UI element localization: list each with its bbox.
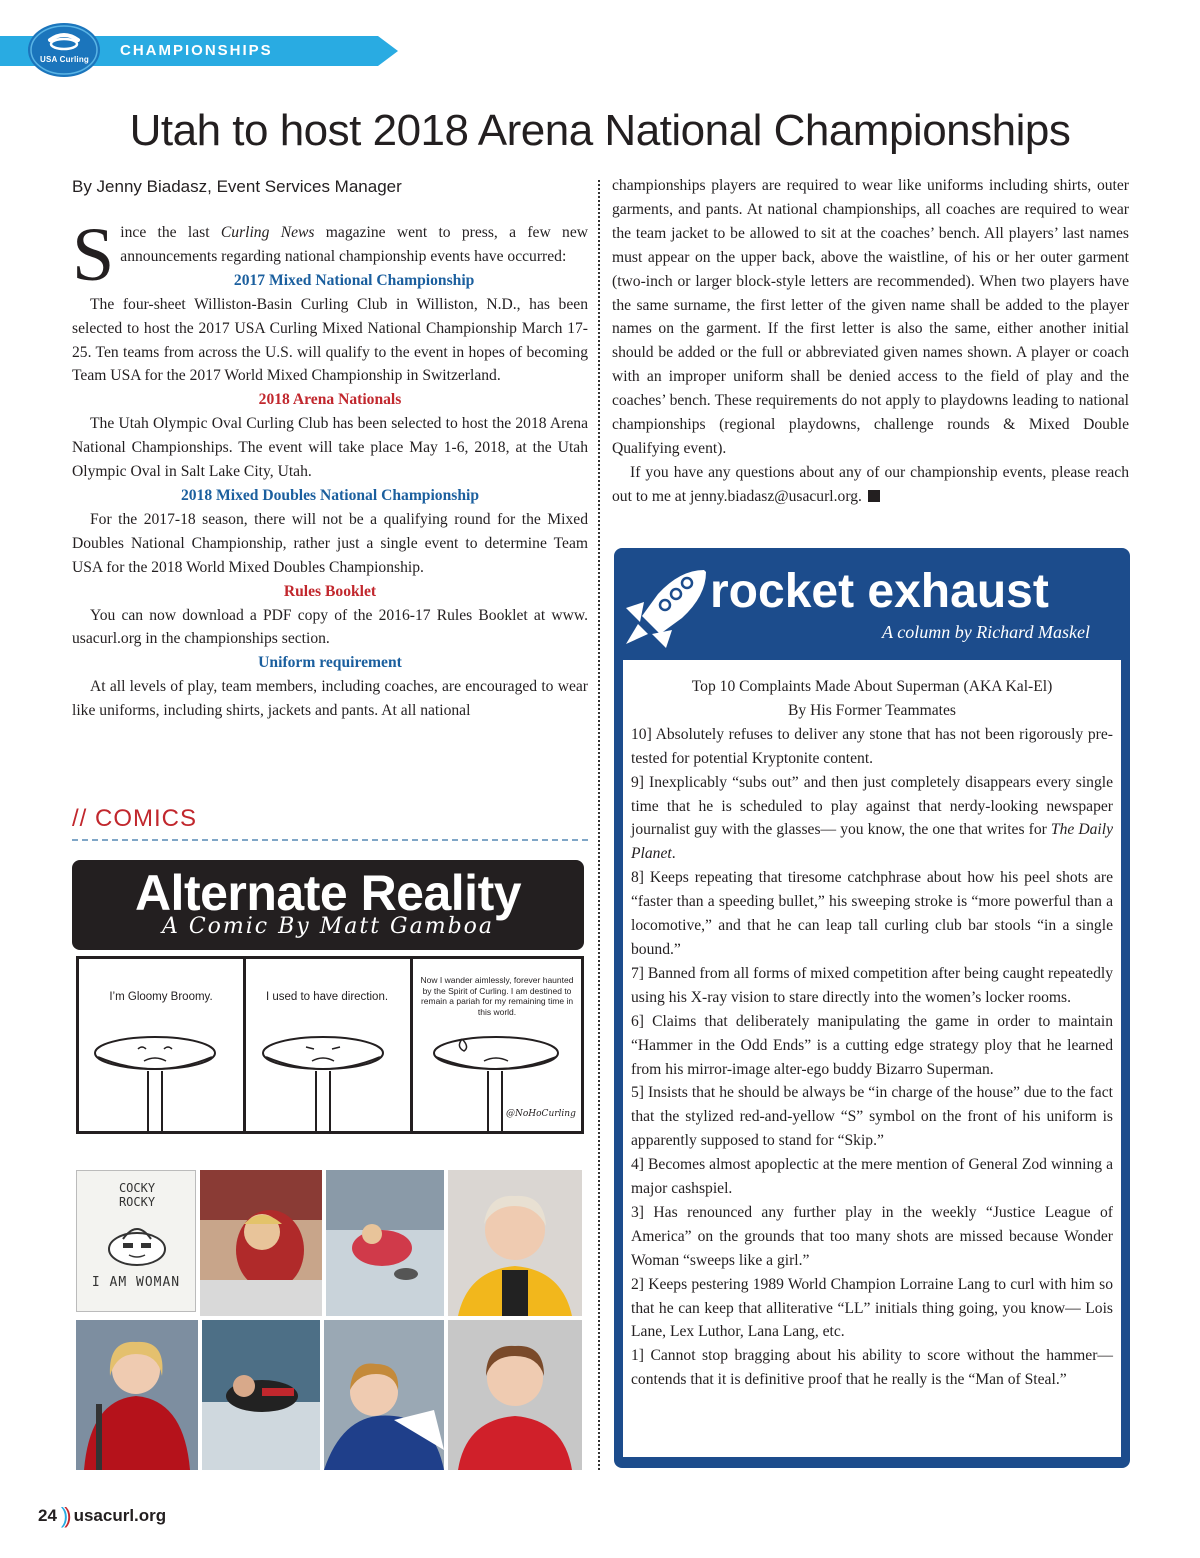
panel-2-caption: I used to have direction. [265,991,389,1003]
comics-heading: // COMICS [72,805,198,832]
list-item: 5] Insists that he should be always be “in charge of the house” due to the fact that the stylized red-and-yellow “S” symbol on the front of his uniform is apparently supposed to stand for “Skip.” [631,1084,1113,1150]
article-column-right [612,174,1129,509]
rocket-icon [620,564,712,654]
footer-site[interactable]: usacurl.org [73,1506,167,1525]
column-text [631,675,1113,1392]
section-heading-arena: 2018 Arena Nationals [258,391,402,409]
usa-curling-logo [26,22,102,78]
section-text-uniform: At all levels of play, team members, including coaches, are encouraged to wear like uniforms, including shirts, jackets and pants. At all national [72,678,588,720]
curling-photo [448,1170,582,1316]
photo-grid [76,1166,582,1470]
intro-paragraph: Since the last Curling News magazine went to press, a few new announcements regarding national championship events have occurred: [72,213,589,297]
closing-paragraph: If you have any questions about any of our championship events, please reach out to me at jenny.biadasz@usacurl.org. [612,463,1129,505]
broom-character-icon [258,1031,388,1131]
list-item: 10] Absolutely refuses to deliver any stone that has not been rigorously pre-tested for potential Kryptonite content. [631,725,1113,767]
section-text-mixed: The four-sheet Williston-Basin Curling Club in Williston, N.D., has been selected to host the 2017 USA Curling Mixed National Championship March 17-25. Ten teams from across the U.S. will qualify to the event in hopes of becoming Team USA for the 2017 World Mixed Championship in Switzerland. [72,295,588,385]
panel-border [581,959,584,1131]
curling-stone-icon [26,22,102,78]
list-item: 3] Has renounced any further play in the weekly “Justice League of America” on the grounds that too many shots are missed because Wonder Woman “sweeps like a girl.” [631,1203,1113,1269]
uniform-continued: championships players are required to wear like uniforms including shirts, outer garments, and pants. At national championships, all coaches are required to wear the team jacket to be allowed to sit at the coaches’ bench. All players’ last names must appear on the upper back, above the waistline, of his or her outer garment (two-inch or larger block-style letters are recommended). When two players have the same surname, the first letter of the given name shall be added to the player names on the garment. If the first letter is also the same, either another initial should be added or the full or abbreviated given names shown. A player or coach with an improper uniform shall be denied access to the field of play and the coaches’ bench. These requirements do not apply to playdowns leading to national championships (regional playdowns, challenge rounds & Mixed Double Qualifying event). [612,177,1129,457]
list-item: 2] Keeps pestering 1989 World Champion Lorraine Lang to curl with him so that he can keep that alliterative “LL” initials thing going, you know— Lois Lane, Lex Luthor, Lana Lang, etc. [631,1275,1113,1341]
list-item: 6] Claims that deliberately manipulating the game in order to maintain “Hammer in the Odd Ends” is a cutting edge strategy ploy that he learned from his mirror-image alter-ego buddy Bizarro Superman. [631,1012,1113,1078]
curling-photo [200,1170,322,1316]
list-subtitle: By His Former Teammates [788,701,956,719]
panel-1-caption: I’m Gloomy Broomy. [109,991,213,1003]
column-title: rocket exhaust [710,565,1049,618]
curling-photo [76,1320,198,1470]
article-column-left [72,213,589,723]
section-heading-uniform: Uniform requirement [258,654,402,672]
list-item: 8] Keeps repeating that tiresome catchphrase about how his peel shots are “faster than a speeding bullet,” his sweeping stroke is “more powerful than a locomotive,” and that he can leap tall curling club bar stools “in a single bound.” [631,869,1113,958]
section-text-rules: You can now download a PDF copy of the 2016-17 Rules Booklet at www. usacurl.org in the championships section. [72,606,588,648]
list-item: 9] Inexplicably “subs out” and then just completely disappears every single time that he is scheduled to play against that nerdy-looking newspaper journalist guy with the glasses— you know, the one that writes for The Daily Planet. [631,773,1113,863]
broom-character-icon [90,1031,220,1131]
end-mark-icon [868,490,880,502]
page-footer [38,1503,166,1529]
curling-photo [326,1170,444,1316]
comic-title-box [72,860,584,950]
comic-title: Alternate Reality [134,865,522,921]
curling-photo [202,1320,320,1470]
curling-stone-icon [105,1215,169,1269]
cocky-rocky-caption: I AM WOMAN [91,1275,181,1290]
comic-strip [76,956,584,1134]
section-text-arena: The Utah Olympic Oval Curling Club has been selected to host the 2018 Arena National Championships. The event will take place May 1-6, 2018, at the Utah Olympic Oval in Salt Lake City, Utah. [72,415,588,481]
section-label: CHAMPIONSHIPS [120,42,273,59]
column-author: A column by Richard Maskel [882,622,1090,642]
cocky-rocky-title: COCKY ROCKY [118,1181,156,1209]
column-divider [598,180,600,1470]
section-text-mixed-doubles: For the 2017-18 season, there will not be a qualifying round for the Mixed Doubles National Championship, rather just a single event to determine Team USA for the 2018 World Mixed Doubles Championship. [72,510,588,576]
panel-3-caption: Now I wander aimlessly, forever haunted by the Spirit of Curling. I am destined to remain a pariah for my remaining time in this world. [420,975,574,1017]
magazine-name: Curling News [220,224,315,241]
page-number: 24 [38,1506,57,1525]
comics-rule [72,839,588,841]
comic-subtitle: A Comic By Matt Gamboa [161,914,495,939]
parens-icon: )) [60,1503,68,1528]
section-heading-rules: Rules Booklet [283,582,377,600]
comic-signature: @NoHoCurling [506,1109,576,1119]
list-title: Top 10 Complaints Made About Superman (AKA Kal-El) [691,678,1053,695]
byline: By Jenny Biadasz, Event Services Manager [72,177,402,196]
article-title: Utah to host 2018 Arena National Championships [129,106,1071,155]
list-item: 4] Becomes almost apoplectic at the mere mention of General Zod winning a major cashspiel. [631,1156,1113,1198]
list-item: 7] Banned from all forms of mixed competition after being caught repeatedly using his X-ray vision to stare directly into the women’s locker rooms. [631,964,1113,1006]
cocky-rocky-drawing [76,1170,196,1312]
list-item: 1] Cannot stop bragging about his ability to score without the hammer— contends that it is definitive proof that he really is the “Man of Steal.” [631,1347,1113,1389]
curling-photo [324,1320,444,1470]
panel-border [76,959,79,1131]
logo-text: USA Curling [40,55,90,64]
section-heading-mixed-doubles: 2018 Mixed Doubles National Championship [180,486,480,504]
curling-photo [448,1320,582,1470]
section-heading-mixed: 2017 Mixed National Championship [233,271,475,289]
panel-border [243,959,246,1131]
panel-border [410,959,413,1131]
drop-cap: S [72,213,115,297]
